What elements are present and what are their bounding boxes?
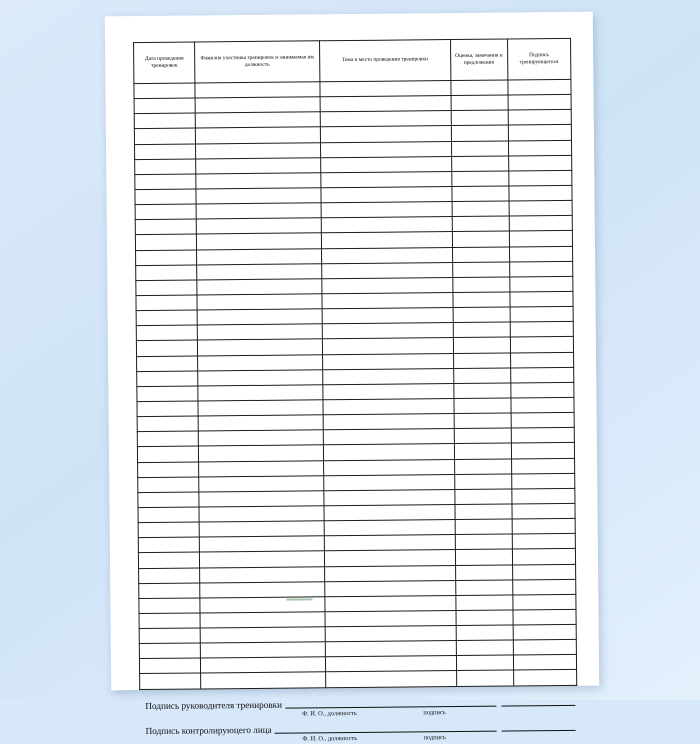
- table-cell: [325, 610, 456, 626]
- table-cell: [135, 159, 196, 175]
- table-cell: [321, 247, 452, 263]
- table-cell: [508, 140, 572, 156]
- table-cell: [509, 201, 573, 217]
- table-cell: [325, 626, 456, 642]
- table-cell: [196, 188, 321, 204]
- table-cell: [322, 277, 453, 293]
- table-cell: [451, 125, 508, 141]
- table-cell: [197, 263, 322, 279]
- table-cell: [454, 383, 511, 399]
- table-cell: [196, 142, 321, 158]
- table-cell: [201, 657, 326, 673]
- table-cell: [320, 156, 451, 172]
- table-header: [134, 38, 571, 83]
- table-cell: [456, 610, 513, 626]
- table-cell: [136, 310, 197, 326]
- table-cell: [508, 170, 572, 186]
- table-cell: [139, 613, 200, 629]
- caption-fio-position-2: Ф. И. О., должность: [302, 734, 358, 743]
- table-cell: [452, 247, 509, 263]
- table-cell: [453, 292, 510, 308]
- table-cell: [198, 354, 323, 370]
- table-cell: [453, 277, 510, 293]
- table-cell: [453, 353, 510, 369]
- table-cell: [512, 579, 576, 595]
- table-cell: [135, 219, 196, 235]
- table-cell: [452, 231, 509, 247]
- table-cell: [321, 262, 452, 278]
- table-cell: [322, 338, 453, 354]
- table-cell: [197, 279, 322, 295]
- table-cell: [138, 461, 199, 477]
- table-cell: [137, 431, 198, 447]
- table-cell: [451, 110, 508, 126]
- table-cell: [511, 428, 575, 444]
- table-cell: [451, 95, 508, 111]
- table-cell: [200, 566, 325, 582]
- table-cell: [135, 234, 196, 250]
- table-cell: [200, 627, 325, 643]
- head-signature-label: Подпись руководителя тренировки: [145, 699, 283, 711]
- stray-mark: [286, 598, 312, 600]
- table-cell: [136, 265, 197, 281]
- table-cell: [324, 565, 455, 581]
- table-cell: [134, 128, 195, 144]
- table-cell: [138, 552, 199, 568]
- table-cell: [197, 294, 322, 310]
- table-body: [134, 79, 577, 689]
- table-cell: [453, 322, 510, 338]
- table-cell: [512, 503, 576, 519]
- table-cell: [137, 386, 198, 402]
- table-cell: [325, 641, 456, 657]
- table-cell: [195, 97, 320, 113]
- table-cell: [139, 567, 200, 583]
- table-cell: [137, 356, 198, 372]
- table-cell: [455, 489, 512, 505]
- table-cell: [320, 81, 451, 97]
- table-cell: [456, 595, 513, 611]
- table-cell: [196, 218, 321, 234]
- table-cell: [199, 521, 324, 537]
- table-cell: [197, 324, 322, 340]
- table-cell: [509, 216, 573, 232]
- head-signature-rule-name: [285, 696, 496, 708]
- table-cell: [452, 186, 509, 202]
- table-cell: [513, 624, 577, 640]
- table-cell: [508, 125, 572, 141]
- table-cell: [456, 625, 513, 641]
- table-cell: [196, 173, 321, 189]
- caption-fio-position-1: Ф. И. О., должность: [302, 709, 357, 718]
- table-cell: [135, 204, 196, 220]
- table-cell: [453, 307, 510, 323]
- column-header-date: Дата проведения тренировок: [134, 42, 196, 84]
- table-cell: [135, 144, 196, 160]
- table-cell: [324, 520, 455, 536]
- table-cell: [135, 174, 196, 190]
- table-cell: [200, 612, 325, 628]
- table-cell: [322, 292, 453, 308]
- table-cell: [323, 398, 454, 414]
- table-cell: [320, 141, 451, 157]
- table-cell: [139, 658, 200, 674]
- table-cell: [508, 155, 572, 171]
- table-cell: [511, 412, 575, 428]
- table-cell: [509, 246, 573, 262]
- table-cell: [139, 643, 200, 659]
- table-cell: [511, 473, 575, 489]
- table-cell: [456, 655, 513, 671]
- table-cell: [510, 382, 574, 398]
- table-cell: [139, 628, 200, 644]
- table-cell: [140, 673, 201, 689]
- caption-signature-1: подпись: [423, 708, 446, 716]
- table-cell: [196, 127, 321, 143]
- table-cell: [137, 416, 198, 432]
- table-cell: [321, 202, 452, 218]
- table-cell: [453, 368, 510, 384]
- table-cell: [197, 233, 322, 249]
- table-cell: [510, 291, 574, 307]
- table-cell: [454, 474, 511, 490]
- table-cell: [195, 82, 320, 98]
- table-cell: [454, 413, 511, 429]
- table-cell: [199, 475, 324, 491]
- document-page: [105, 12, 599, 743]
- table-cell: [324, 550, 455, 566]
- table-cell: [452, 201, 509, 217]
- table-cell: [198, 385, 323, 401]
- table-cell: [455, 504, 512, 520]
- table-cell: [323, 474, 454, 490]
- table-cell: [320, 96, 451, 112]
- column-header-signature: Подпись тренирующегося: [507, 38, 571, 80]
- table-cell: [322, 308, 453, 324]
- table-cell: [201, 672, 326, 688]
- table-cell: [199, 536, 324, 552]
- table-cell: [200, 642, 325, 658]
- table-cell: [510, 367, 574, 383]
- table-cell: [135, 189, 196, 205]
- table-cell: [322, 353, 453, 369]
- table-cell: [454, 428, 511, 444]
- table-cell: [454, 398, 511, 414]
- table-cell: [322, 368, 453, 384]
- table-cell: [451, 80, 508, 96]
- table-cell: [139, 598, 200, 614]
- table-cell: [512, 518, 576, 534]
- table-cell: [136, 340, 197, 356]
- table-cell: [454, 443, 511, 459]
- table-cell: [508, 110, 572, 126]
- table-cell: [456, 640, 513, 656]
- table-cell: [512, 564, 576, 580]
- table-cell: [137, 446, 198, 462]
- table-cell: [455, 564, 512, 580]
- table-cell: [510, 306, 574, 322]
- controller-signature-rule-sign: [502, 720, 576, 731]
- table-cell: [195, 112, 320, 128]
- table-cell: [321, 187, 452, 203]
- table-cell: [324, 504, 455, 520]
- table-cell: [323, 383, 454, 399]
- table-cell: [513, 670, 577, 686]
- table-cell: [325, 671, 456, 687]
- table-cell: [455, 534, 512, 550]
- table-cell: [510, 352, 574, 368]
- table-cell: [511, 488, 575, 504]
- table-cell: [509, 185, 573, 201]
- controller-signature-label: Подпись контролируюцего лица: [145, 724, 272, 736]
- controller-signature-rule-name: [275, 721, 497, 733]
- table-cell: [137, 371, 198, 387]
- table-cell: [196, 203, 321, 219]
- caption-signature-2: подпись: [423, 733, 446, 741]
- table-cell: [323, 414, 454, 430]
- table-cell: [199, 460, 324, 476]
- table-cell: [324, 489, 455, 505]
- table-cell: [138, 537, 199, 553]
- table-cell: [198, 415, 323, 431]
- table-cell: [511, 458, 575, 474]
- table-cell: [510, 337, 574, 353]
- table-cell: [323, 444, 454, 460]
- table-cell: [199, 445, 324, 461]
- table-cell: [134, 83, 195, 99]
- table-cell: [324, 580, 455, 596]
- table-cell: [139, 583, 200, 599]
- table-cell: [455, 549, 512, 565]
- column-header-participant: Фамилия участника тренировок и занимаемая им должность: [195, 41, 320, 83]
- table-cell: [325, 656, 456, 672]
- table-cell: [198, 400, 323, 416]
- table-header-row: [134, 38, 571, 83]
- table-cell: [199, 491, 324, 507]
- table-cell: [513, 655, 577, 671]
- table-cell: [136, 280, 197, 296]
- table-cell: [512, 594, 576, 610]
- table-cell: [509, 231, 573, 247]
- table-cell: [451, 156, 508, 172]
- table-cell: [452, 216, 509, 232]
- table-cell: [198, 430, 323, 446]
- head-signature-rule-sign: [501, 695, 575, 706]
- table-cell: [134, 98, 195, 114]
- table-cell: [513, 640, 577, 656]
- table-cell: [320, 111, 451, 127]
- column-header-topic-place: Тема и место проведения тренировки: [319, 40, 450, 82]
- table-cell: [507, 79, 571, 95]
- table-cell: [200, 551, 325, 567]
- table-cell: [451, 141, 508, 157]
- table-cell: [456, 580, 513, 596]
- table-cell: [509, 261, 573, 277]
- table-cell: [138, 507, 199, 523]
- table-cell: [512, 534, 576, 550]
- table-cell: [320, 171, 451, 187]
- column-header-assessment: Оценка, замечания и предложения: [450, 39, 507, 81]
- table-cell: [323, 459, 454, 475]
- table-cell: [509, 276, 573, 292]
- table-cell: [512, 549, 576, 565]
- table-cell: [197, 309, 322, 325]
- table-cell: [321, 232, 452, 248]
- table-cell: [452, 171, 509, 187]
- training-journal-table: [133, 38, 577, 690]
- table-cell: [321, 217, 452, 233]
- table-cell: [200, 581, 325, 597]
- table-cell: [136, 295, 197, 311]
- table-row: [140, 670, 577, 689]
- table-cell: [198, 339, 323, 355]
- table-cell: [138, 522, 199, 538]
- table-cell: [513, 609, 577, 625]
- table-cell: [136, 250, 197, 266]
- table-cell: [511, 397, 575, 413]
- table-cell: [136, 325, 197, 341]
- table-cell: [324, 535, 455, 551]
- table-cell: [510, 322, 574, 338]
- table-cell: [511, 443, 575, 459]
- table-cell: [323, 429, 454, 445]
- table-cell: [508, 95, 572, 111]
- table-cell: [198, 369, 323, 385]
- table-cell: [452, 262, 509, 278]
- table-cell: [320, 126, 451, 142]
- table-cell: [199, 506, 324, 522]
- table-cell: [322, 323, 453, 339]
- table-cell: [134, 113, 195, 129]
- table-cell: [454, 458, 511, 474]
- table-cell: [325, 595, 456, 611]
- table-cell: [138, 477, 199, 493]
- table-cell: [196, 157, 321, 173]
- table-cell: [137, 401, 198, 417]
- table-cell: [197, 248, 322, 264]
- page-content: [133, 38, 577, 743]
- table-cell: [455, 519, 512, 535]
- table-cell: [453, 337, 510, 353]
- table-cell: [138, 492, 199, 508]
- table-cell: [456, 670, 513, 686]
- signature-block: [139, 695, 577, 743]
